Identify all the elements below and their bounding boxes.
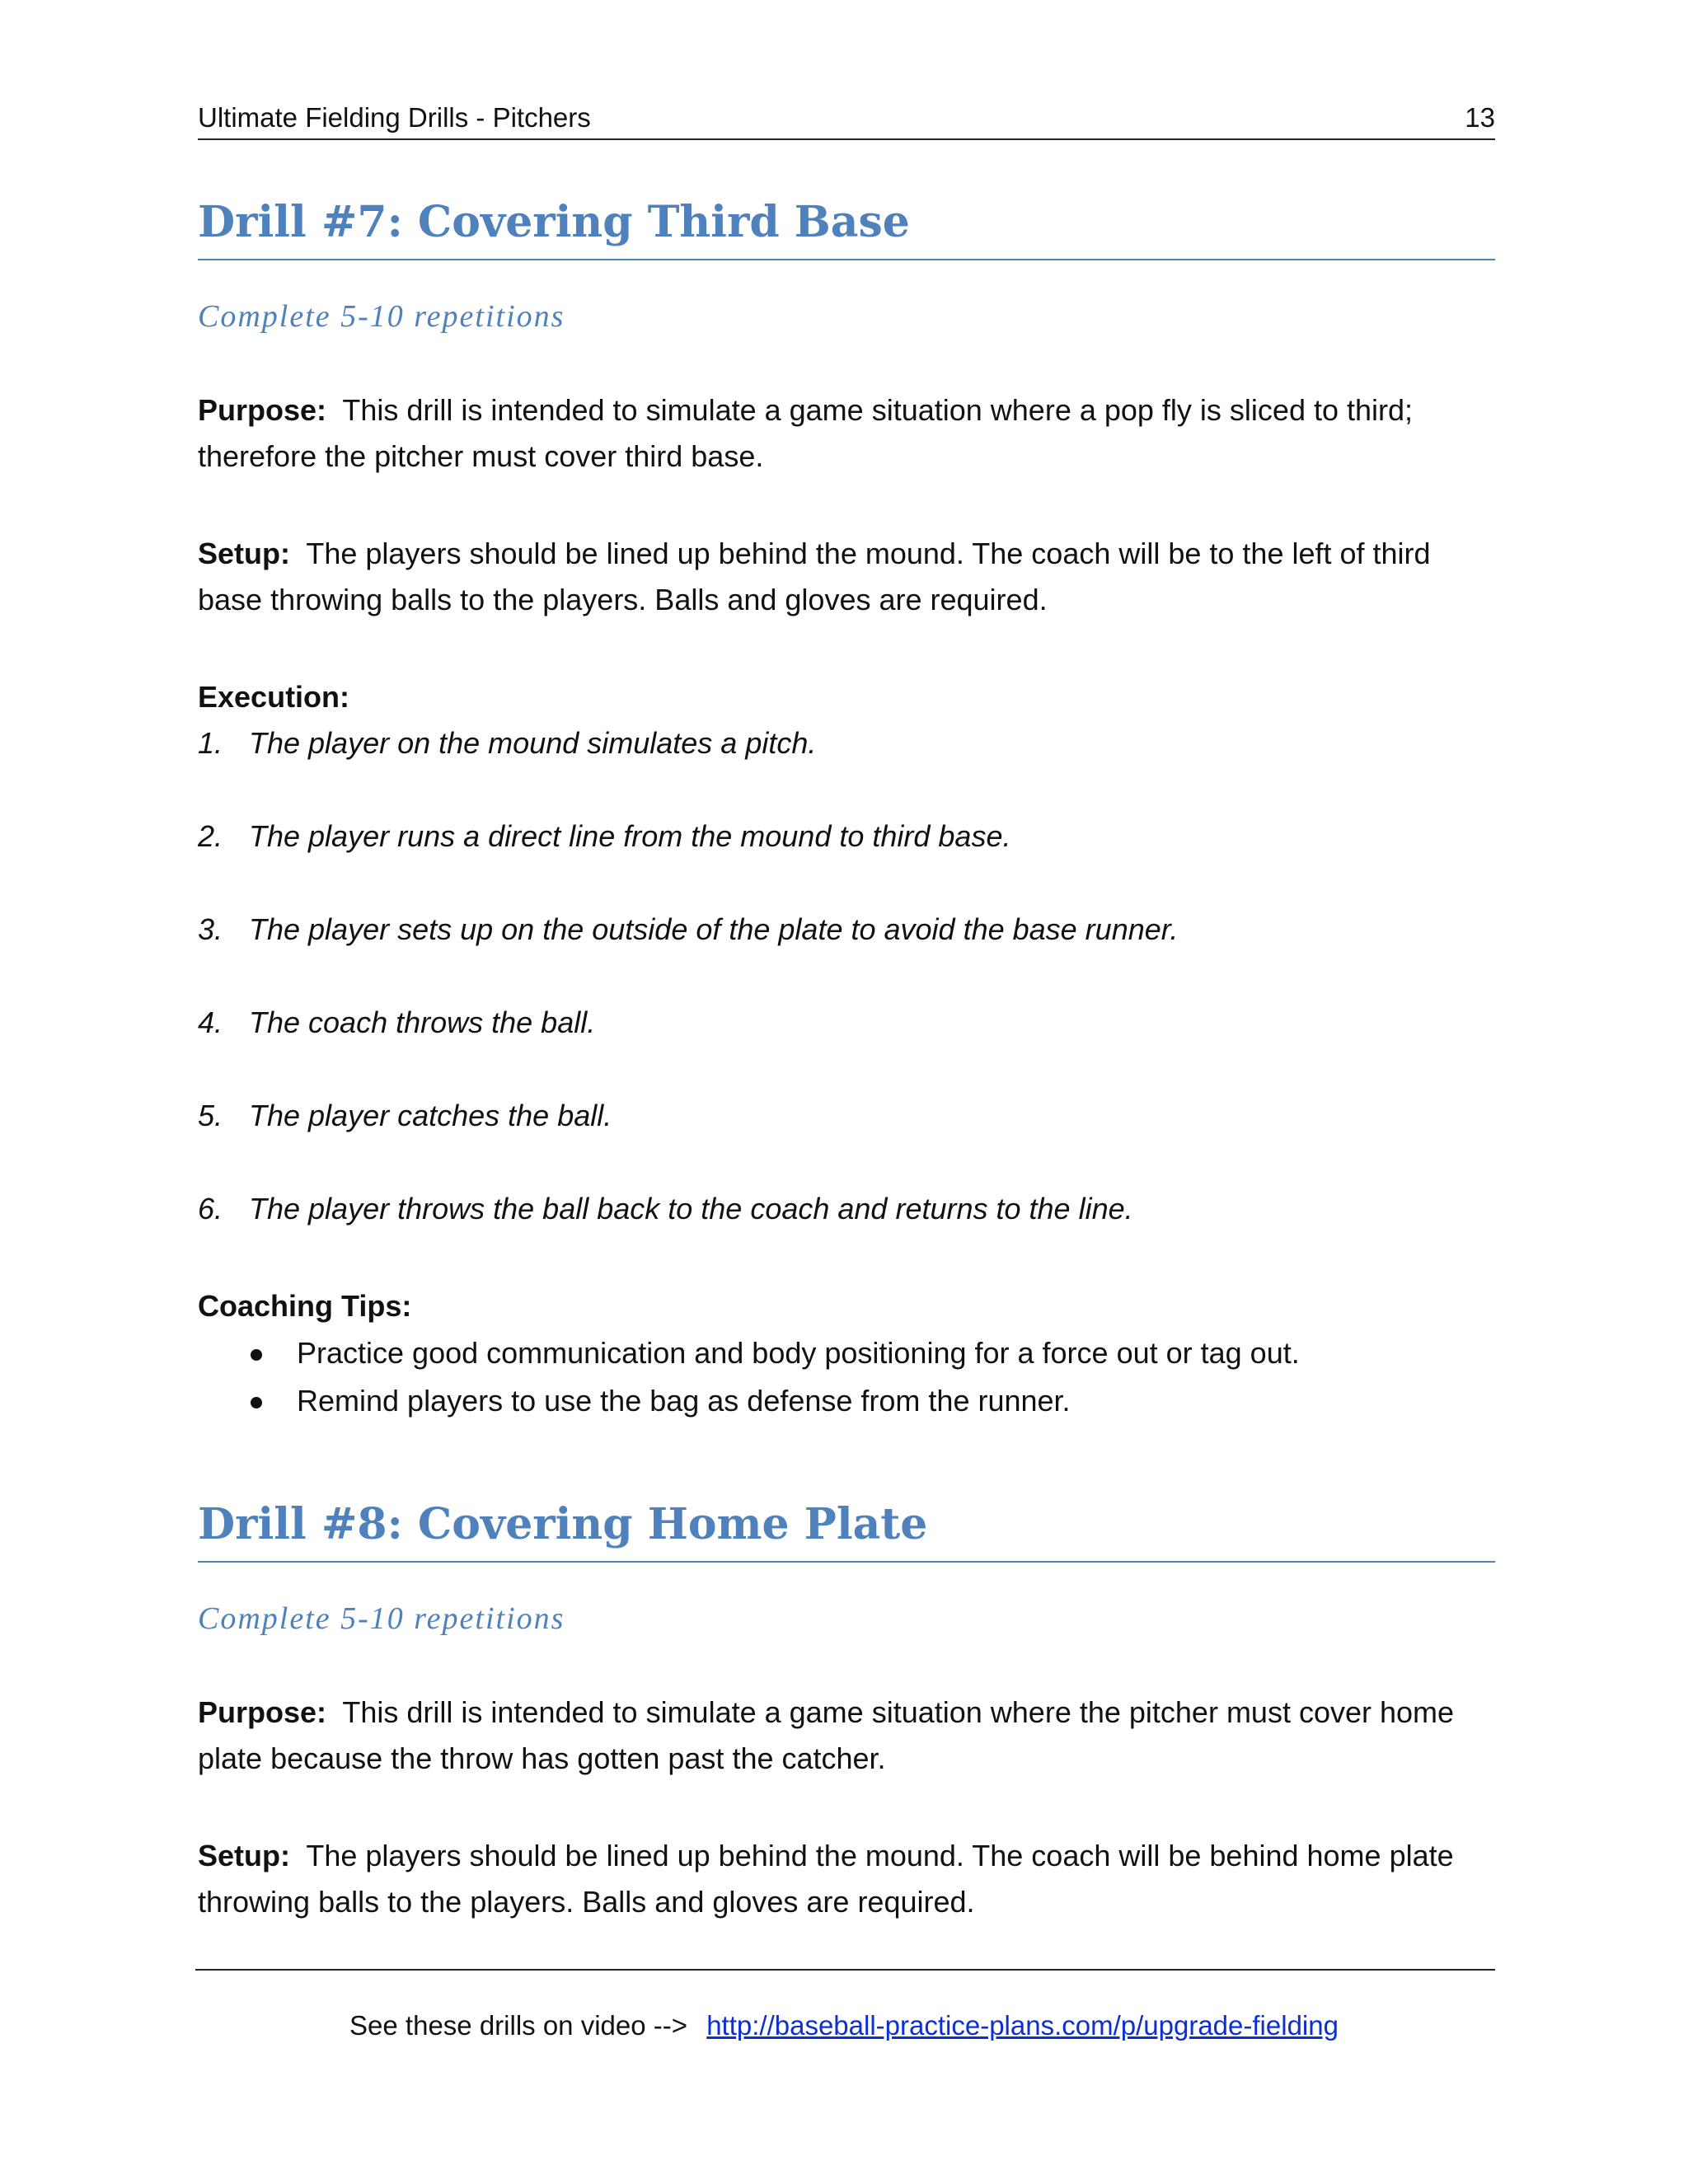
setup-text: The players should be lined up behind the mound. The coach will be to the left of third base throwing balls to the players. Balls and gloves are required.: [198, 537, 1431, 616]
page-number: 13: [1465, 102, 1495, 133]
running-header: [198, 97, 1495, 140]
setup-label: Setup:: [198, 1839, 290, 1872]
step-number: 6.: [198, 1192, 223, 1226]
execution-step: [198, 1093, 1495, 1139]
execution-step: [198, 1186, 1495, 1232]
drill-8-title: Drill #8: Covering Home Plate: [198, 1497, 1495, 1563]
drill-7-setup: [198, 531, 1495, 623]
drill-7-purpose: [198, 387, 1495, 480]
step-number: 5.: [198, 1099, 223, 1132]
drill-8-purpose: [198, 1690, 1495, 1782]
step-number: 1.: [198, 726, 223, 760]
drill-7-title: Drill #7: Covering Third Base: [198, 194, 1495, 260]
coaching-tips-list: [198, 1329, 1495, 1425]
execution-steps: [198, 720, 1495, 1232]
execution-step: [198, 907, 1495, 953]
step-number: 3.: [198, 912, 223, 946]
step-text: The player on the mound simulates a pitch.: [249, 726, 817, 760]
execution-step: [198, 813, 1495, 860]
bullet-icon: [198, 1329, 297, 1377]
purpose-label: Purpose:: [198, 393, 327, 427]
drill-8-section: [198, 1497, 1495, 1925]
execution-step: [198, 1000, 1495, 1046]
bullet-icon: [198, 1377, 297, 1425]
header-title: Ultimate Fielding Drills - Pitchers: [198, 102, 591, 133]
step-text: The player throws the ball back to the coach and returns to the line.: [249, 1192, 1133, 1226]
page-footer: [0, 2008, 1688, 2044]
step-text: The player runs a direct line from the mound to third base.: [249, 819, 1011, 853]
step-number: 4.: [198, 1005, 223, 1039]
drill-8-setup: [198, 1833, 1495, 1925]
step-text: The player catches the ball.: [249, 1099, 612, 1132]
coaching-tip: [198, 1329, 1495, 1377]
drill-7-repetitions: Complete 5-10 repetitions: [198, 299, 565, 334]
footer-text: See these drills on video -->: [349, 2010, 688, 2041]
purpose-text: This drill is intended to simulate a game situation where a pop fly is sliced to third; therefore the pitcher must cover third base.: [198, 393, 1414, 473]
step-text: The player sets up on the outside of the plate to avoid the base runner.: [249, 912, 1179, 946]
drill-7-section: [198, 194, 1495, 1425]
drill-8-repetitions: Complete 5-10 repetitions: [198, 1601, 565, 1636]
execution-step: [198, 720, 1495, 766]
video-link[interactable]: http://baseball-practice-plans.com/p/upgrade-fielding: [706, 2010, 1339, 2041]
step-number: 2.: [198, 819, 223, 853]
execution-label: Execution:: [198, 680, 350, 714]
setup-text: The players should be lined up behind the mound. The coach will be behind home plate throwing balls to the players. Balls and gloves are required.: [198, 1839, 1454, 1919]
footer-divider: [195, 1969, 1495, 1971]
purpose-text: This drill is intended to simulate a game situation where the pitcher must cover home plate because the throw has gotten past the catcher.: [198, 1695, 1455, 1775]
tip-text: Practice good communication and body positioning for a force out or tag out.: [297, 1336, 1300, 1370]
coaching-tips-label: Coaching Tips:: [198, 1289, 412, 1323]
purpose-label: Purpose:: [198, 1695, 327, 1729]
setup-label: Setup:: [198, 537, 290, 570]
tip-text: Remind players to use the bag as defense from the runner.: [297, 1384, 1071, 1418]
coaching-tip: [198, 1377, 1495, 1425]
step-text: The coach throws the ball.: [249, 1005, 596, 1039]
